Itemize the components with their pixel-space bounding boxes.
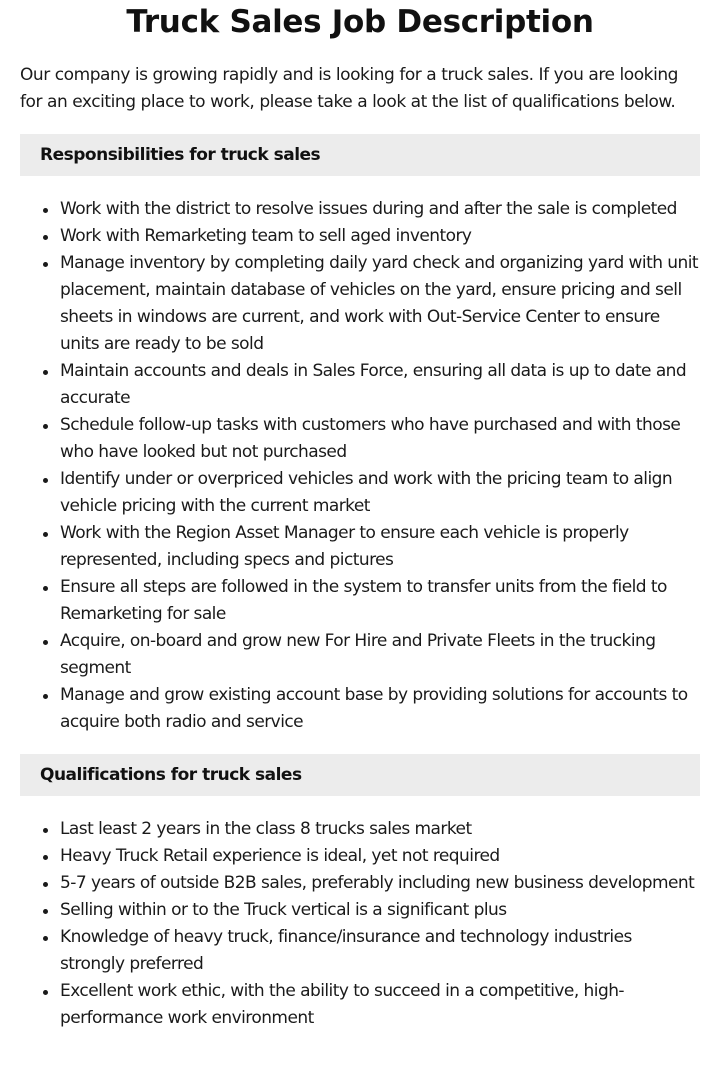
- page-title: Truck Sales Job Description: [126, 4, 594, 40]
- qualifications-list: [20, 816, 700, 1032]
- list-item: Knowledge of heavy truck, finance/insurance and technology industries strongly preferred: [60, 924, 700, 978]
- list-item: Excellent work ethic, with the ability to succeed in a competitive, high-performance work environment: [60, 978, 700, 1032]
- list-item: Selling within or to the Truck vertical is a significant plus: [60, 897, 700, 924]
- list-item: Manage inventory by completing daily yard check and organizing yard with unit placement, maintain database of vehicles on the yard, ensure pricing and sell sheets in windows are current, and work with Out-Service Center to ensure units are ready to be sold: [60, 250, 700, 358]
- list-item: Manage and grow existing account base by providing solutions for accounts to acquire both radio and service: [60, 682, 700, 736]
- list-item: Work with the Region Asset Manager to ensure each vehicle is properly represented, including specs and pictures: [60, 520, 700, 574]
- list-item: Work with the district to resolve issues during and after the sale is completed: [60, 196, 700, 223]
- list-item: Schedule follow-up tasks with customers who have purchased and with those who have looked but not purchased: [60, 412, 700, 466]
- responsibilities-heading: Responsibilities for truck sales: [20, 134, 700, 176]
- list-item: Work with Remarketing team to sell aged inventory: [60, 223, 700, 250]
- responsibilities-list: [20, 196, 700, 736]
- qualifications-heading: Qualifications for truck sales: [20, 754, 700, 796]
- list-item: Identify under or overpriced vehicles and work with the pricing team to align vehicle pricing with the current market: [60, 466, 700, 520]
- list-item: Heavy Truck Retail experience is ideal, yet not required: [60, 843, 700, 870]
- list-item: 5-7 years of outside B2B sales, preferably including new business development: [60, 870, 700, 897]
- list-item: Last least 2 years in the class 8 trucks sales market: [60, 816, 700, 843]
- intro-paragraph: Our company is growing rapidly and is looking for a truck sales. If you are looking for an exciting place to work, please take a look at the list of qualifications below.: [20, 65, 679, 112]
- list-item: Maintain accounts and deals in Sales Force, ensuring all data is up to date and accurate: [60, 358, 700, 412]
- list-item: Acquire, on-board and grow new For Hire and Private Fleets in the trucking segment: [60, 628, 700, 682]
- list-item: Ensure all steps are followed in the system to transfer units from the field to Remarketing for sale: [60, 574, 700, 628]
